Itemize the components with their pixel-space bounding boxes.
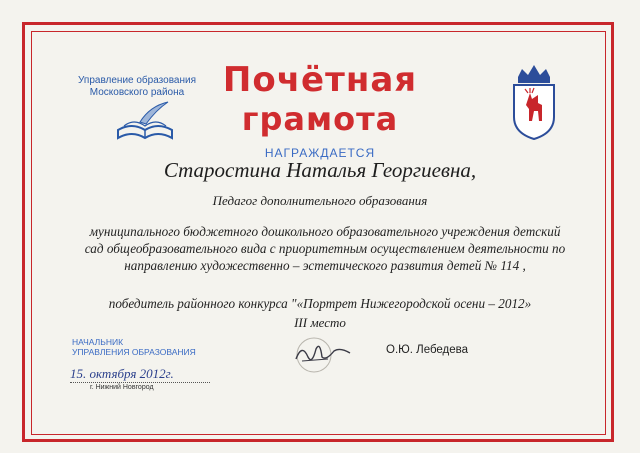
body-line: направлению художественно – эстетического развития детей № 114 , <box>124 258 526 273</box>
body-line: сад общеобразовательного вида с приоритетным осуществлением деятельности по <box>84 241 566 256</box>
winner-text: победитель районного конкурса "«Портрет Нижегородской осени – 2012» <box>108 296 532 311</box>
date-underline <box>70 382 210 383</box>
head-title-line1: НАЧАЛЬНИК <box>72 337 124 347</box>
city-label: г. Нижний Новгород <box>90 384 154 391</box>
institution-text <box>40 223 610 274</box>
recipient-name: Старостина Наталья Георгиевна, <box>163 158 477 182</box>
signer-name: О.Ю. Лебедева <box>386 344 469 356</box>
coat-of-arms-deer-icon <box>508 55 560 140</box>
department-line2: Московского района <box>89 87 185 98</box>
title-line1: Почётная <box>222 60 418 100</box>
title-line2: грамота <box>241 100 399 138</box>
place-text: III место <box>294 315 346 330</box>
recipient-role: Педагог дополнительного образования <box>212 193 428 208</box>
body-line: муниципального бюджетного дошкольного образовательного учреждения детский <box>89 224 561 239</box>
signature-mark <box>288 335 358 375</box>
department-line1: Управление образования <box>78 75 196 86</box>
head-title <box>72 337 196 357</box>
date-handwritten: 15. октября 2012г. <box>70 366 174 381</box>
head-title-line2: УПРАВЛЕНИЯ ОБРАЗОВАНИЯ <box>72 347 196 357</box>
awarded-label: НАГРАЖДАЕТСЯ <box>264 146 376 160</box>
